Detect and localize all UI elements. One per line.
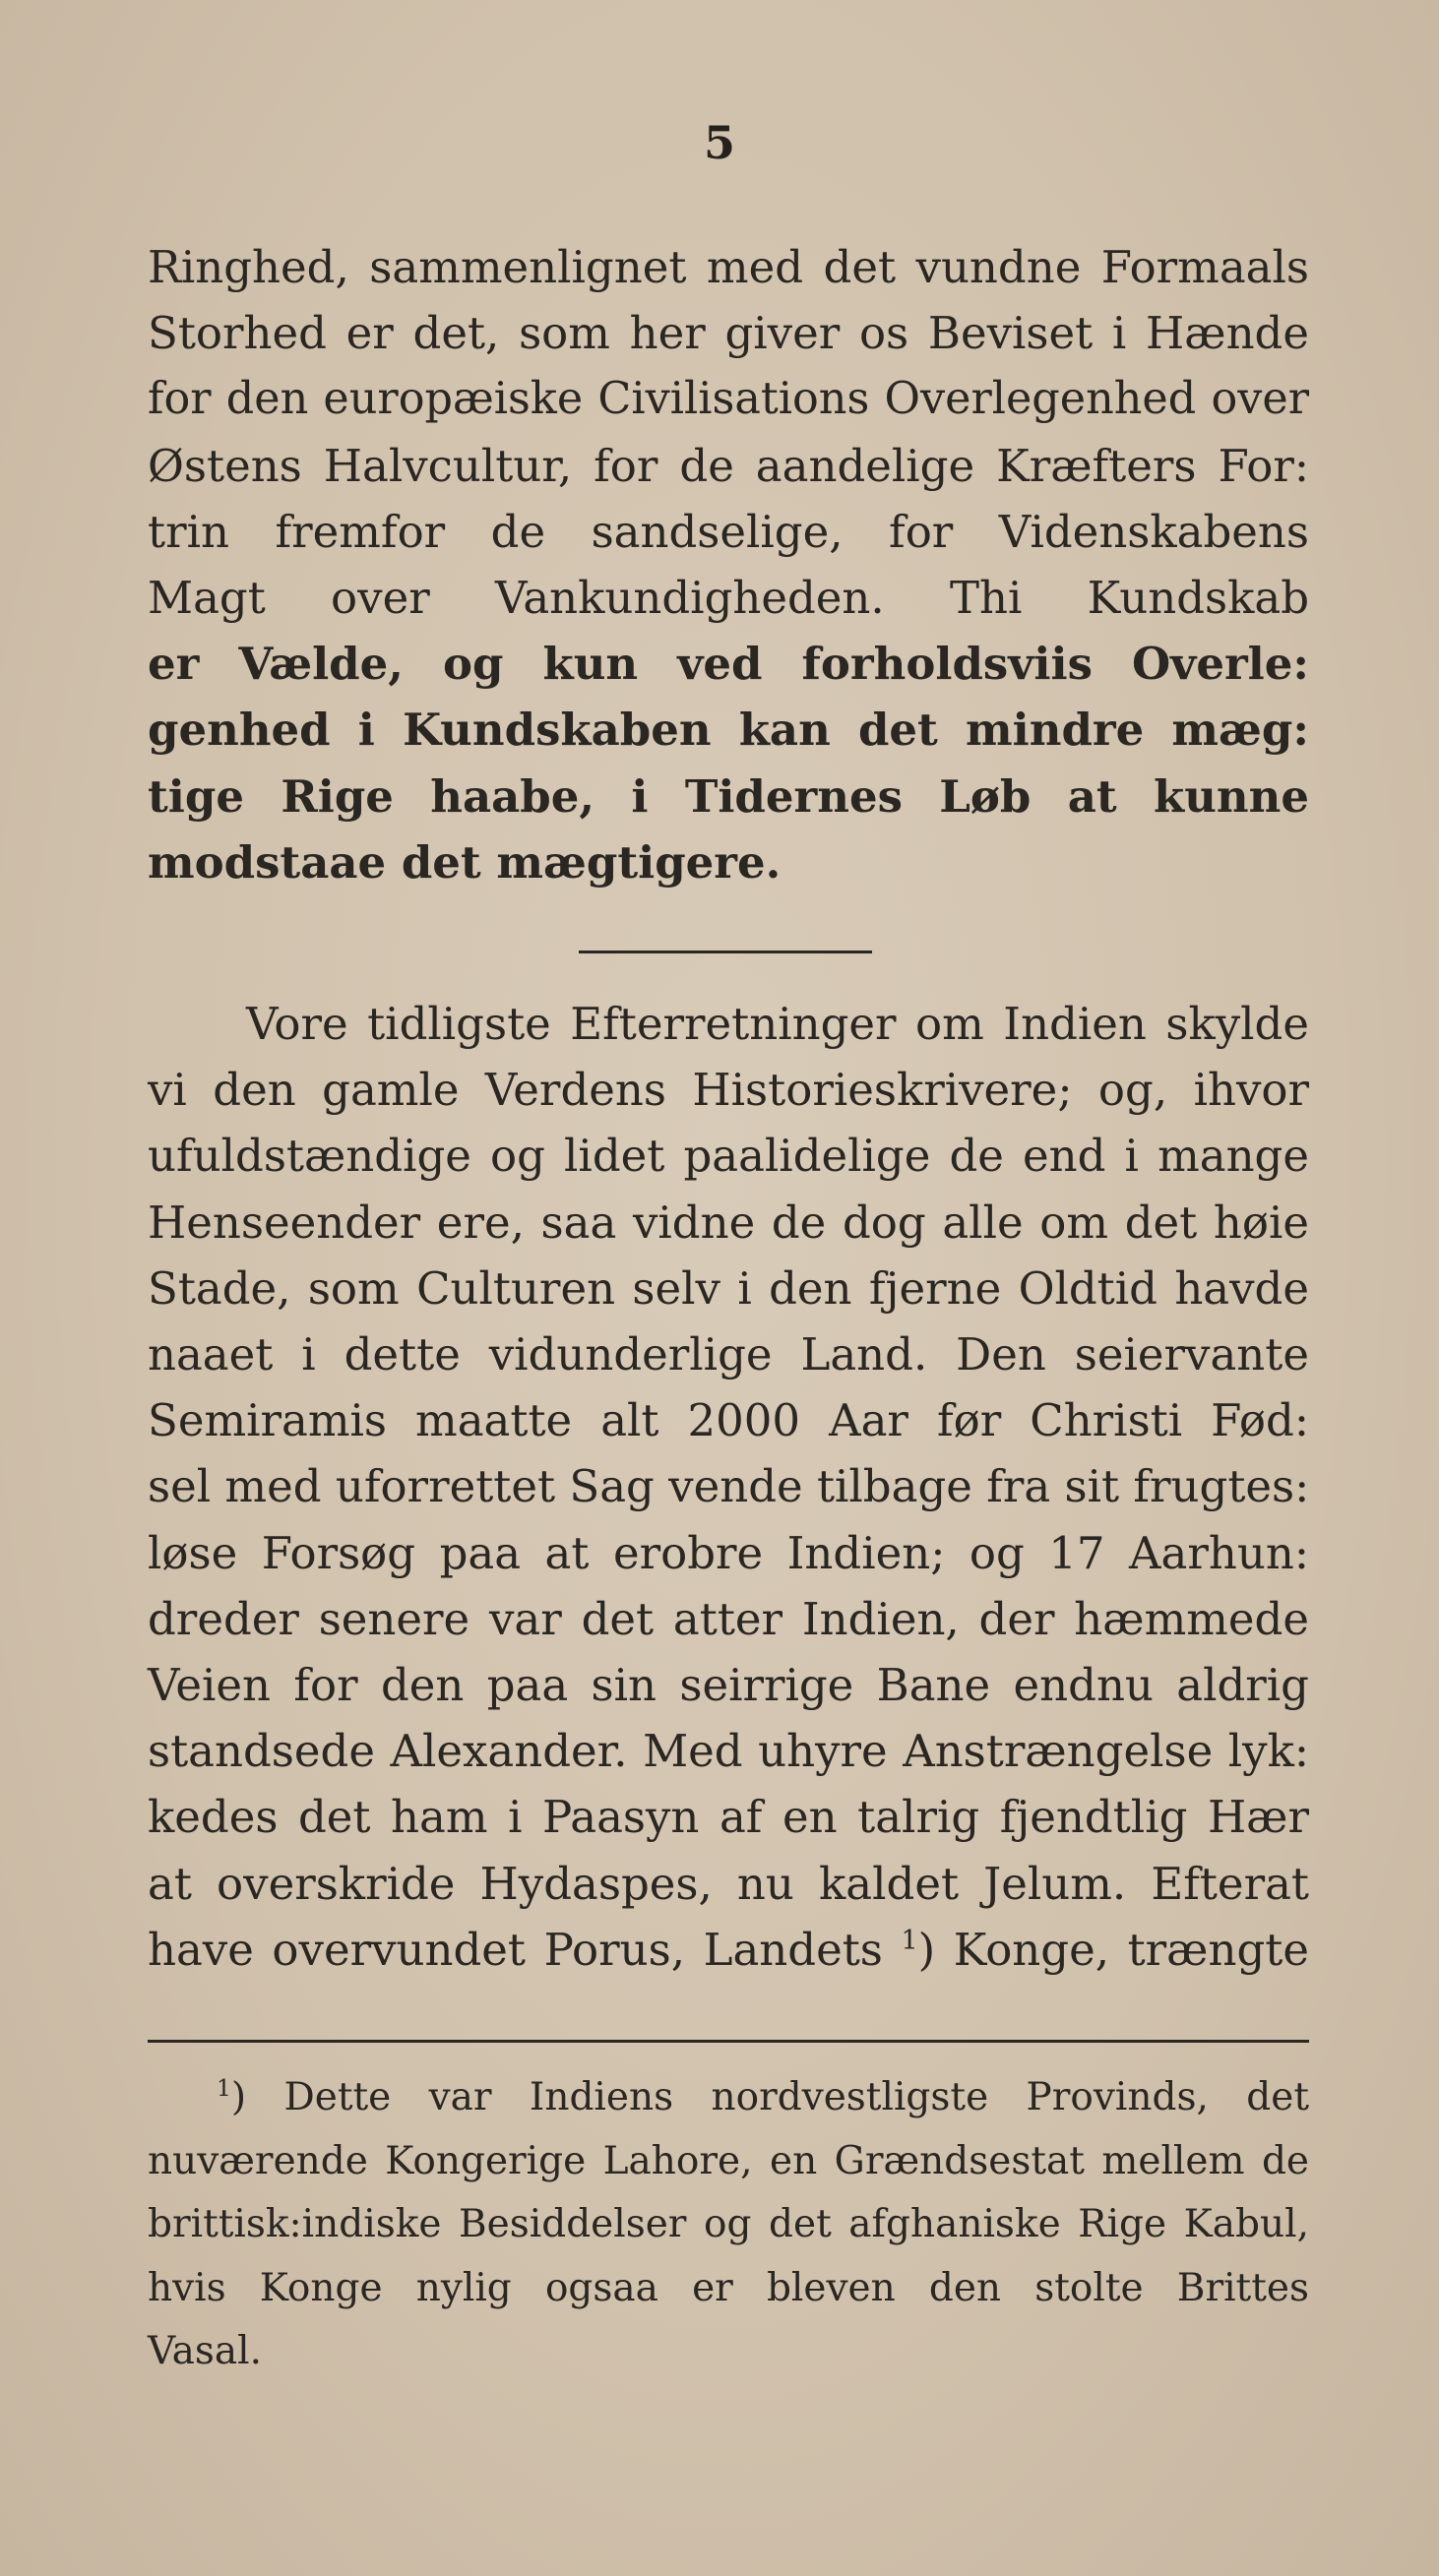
text-line: sel med uforrettet Sag vende tilbage fra sit frugtes:	[148, 1460, 1310, 1513]
section-divider	[579, 951, 872, 953]
text-line: Vore tidligste Efterretninger om Indien skylde	[246, 998, 1309, 1050]
text-line: standsede Alexander. Med uhyre Anstrængelse lyk:	[148, 1725, 1309, 1778]
text-line: Henseender ere, saa vidne de dog alle om det høie	[148, 1196, 1309, 1249]
footnote-line: hvis Konge nylig ogsaa er bleven den stolte Brittes	[148, 2265, 1309, 2310]
text-line: for den europæiske Civilisations Overlegenhed over	[148, 374, 1309, 425]
text-line	[148, 1917, 1309, 1983]
text-line-bold: genhed i Kundskaben kan det mindre mæg:	[148, 704, 1309, 757]
text-line: Storhed er det, som her giver os Beviset i Hænde	[148, 307, 1309, 360]
text-line: Semiramis maatte alt 2000 Aar før Christi Fød:	[148, 1394, 1309, 1447]
text-line: ufuldstændige og lidet paalidelige de end i mange	[148, 1130, 1309, 1183]
line-text: ) Konge, trængte	[917, 1923, 1309, 1976]
footnote	[148, 2066, 1309, 2384]
footnote-reference: 1	[901, 1925, 918, 1956]
text-line: Ringhed, sammenlignet med det vundne Formaals	[148, 241, 1309, 293]
text-line-bold: er Vælde, og kun ved forholdsviis Overle:	[148, 638, 1309, 691]
text-line: at overskride Hydaspes, nu kaldet Jelum. Efterat	[148, 1857, 1309, 1910]
paragraph-2	[148, 991, 1309, 1983]
footnote-line: Vasal.	[148, 2329, 262, 2373]
footnote-line: brittisk:indiske Besiddelser og det afghaniske Rige Kabul,	[148, 2202, 1309, 2246]
text-line: kedes det ham i Paasyn af en talrig fjendtlig Hær	[148, 1791, 1309, 1844]
text-line: løse Forsøg paa at erobre Indien; og 17 Aarhun:	[148, 1526, 1309, 1579]
text-line: dreder senere var det atter Indien, der hæmmede	[148, 1592, 1309, 1645]
text-line: vi den gamle Verdens Historieskrivere; og, ihvor	[148, 1064, 1309, 1117]
text-line: naaet i dette vidunderlige Land. Den seiervante	[148, 1328, 1309, 1381]
page-number: 5	[703, 116, 735, 169]
text-line: Veien for den paa sin seirrige Bane endnu aldrig	[148, 1659, 1309, 1712]
text-line: trin fremfor de sandselige, for Videnskabens	[148, 505, 1309, 558]
text-line: Østens Halvcultur, for de aandelige Kræfters For:	[148, 439, 1309, 492]
footnote-marker: 1	[217, 2074, 231, 2102]
paragraph-1	[148, 234, 1309, 895]
footnote-line	[148, 2066, 1309, 2130]
line-text: have overvundet Porus, Landets	[148, 1923, 883, 1976]
line-text: ) Dette var Indiens nordvestligste Provinds, det	[230, 2075, 1309, 2119]
text-line: Magt over Vankundigheden. Thi Kundskab	[148, 572, 1309, 625]
text-line: Stade, som Culturen selv i den fjerne Oldtid havde	[148, 1261, 1309, 1315]
text-line-bold: tige Rige haabe, i Tidernes Løb at kunne	[148, 769, 1309, 823]
footnote-line: nuværende Kongerige Lahore, en Grændsestat mellem de	[148, 2138, 1309, 2183]
footnote-rule	[148, 2040, 1309, 2043]
text-line-bold: modstaae det mægtigere.	[148, 835, 782, 889]
